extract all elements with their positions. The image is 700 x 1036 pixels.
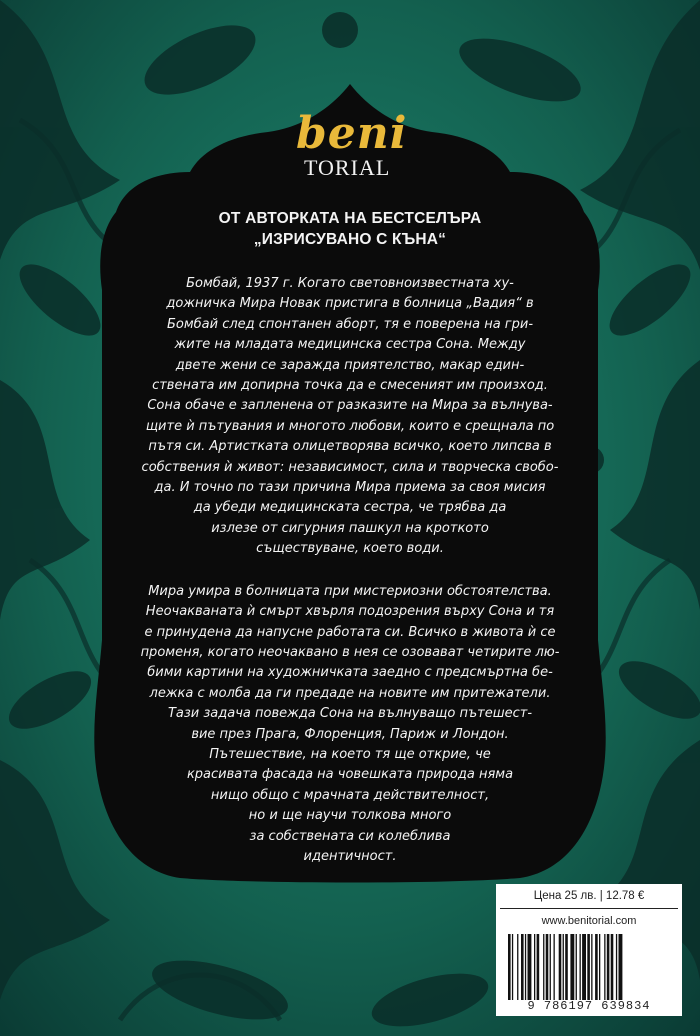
text-line: за собствената си колеблива [249,828,451,844]
barcode-bar [595,934,598,1000]
text-line: собствения ѝ живот: независимост, сила и творческа свобо- [141,459,559,475]
text-line: Бомбай, 1937 г. Когато световноизвестната ху- [186,276,514,291]
barcode-bar [521,934,524,1000]
barcode-bar [580,934,581,1000]
text-line: идентичност. [303,848,397,864]
barcode-bar [512,934,513,1000]
text-line: Неочакваната ѝ смърт хвърля подозрения върху Сона и тя [145,604,555,620]
logo-brand-top: beni [296,108,408,159]
text-line: ствената им допирна точка да е смесеният им произход. [152,378,548,394]
text-line: е принудена да напусне работата си. Всичко в живота ѝ се [144,624,556,640]
barcode-bar [550,934,551,1000]
barcode-bar [534,934,535,1000]
text-line: Пътешествие, на което тя ще открие, че [209,746,491,762]
text-line: лежка с молба да ги предаде на новите им притежатели. [149,685,551,701]
barcode-bar [563,934,564,1000]
barcode-bar [591,934,592,1000]
beni-torial-logo [270,110,430,190]
barcode-bar [616,934,617,1000]
blurb-paragraph-1 [115,274,585,560]
barcode-bar [528,934,532,1000]
barcode-bar [576,934,577,1000]
text-line: жите на младата медицинска сестра Сона. Между [174,337,526,353]
text-line: вие през Прага, Флоренция, Париж и Лондон. [191,726,509,742]
barcode-bar [559,934,562,1000]
text-line: Мира умира в болницата при мистериозни обстоятелства. [148,583,552,599]
barcode-bar [604,934,605,1000]
text-line: дожничка Мира Новак пристига в болница „Вадия“ в [166,296,534,312]
barcode-bar [554,934,555,1000]
text-line: нищо общо с мрачната действителност, [210,787,490,803]
barcode-bar [611,934,614,1000]
barcode-bar [582,934,586,1000]
price-barcode-box [496,884,682,1016]
text-line: Тази задача повежда Сона на вълнуващо пътешест- [167,706,533,722]
barcode-bar [619,934,623,1000]
price-label: Цена 25 лв. | 12.78 € [533,890,645,902]
text-line: Сона обаче е запленена от разказите на Мира за вълнува- [147,398,553,414]
text-line: Бомбай след спонтанен аборт, тя е поверена на гри- [166,316,534,332]
barcode-bar [537,934,540,1000]
barcode-bar [546,934,549,1000]
barcode-bar [565,934,568,1000]
heading-line-2: „ИЗРИСУВАНО С КЪНА“ [253,231,447,248]
barcode-bar [587,934,590,1000]
text-line: пътя си. Артистката олицетворява всичко, което липсва в [148,439,552,455]
barcode-bar [599,934,600,1000]
barcode-bar [508,934,511,1000]
text-line: съществуване, което води. [256,541,444,557]
website-link[interactable]: www.benitorial.com [541,915,637,927]
text-line: красивата фасада на човешката природа няма [186,767,514,783]
heading-line-1: ОТ АВТОРКАТА НА БЕСТСЕЛЪРА [218,210,482,227]
back-cover-text [115,208,585,867]
blurb-paragraph-2 [115,582,585,868]
barcode-bar [517,934,518,1000]
barcode-bar [543,934,544,1000]
barcode-bar [607,934,610,1000]
text-line: променя, когато неочаквано в нея се озовават четирите лю- [140,644,560,660]
text-line: но и ще научи толкова много [248,808,452,824]
text-line: щите ѝ пътувания и многото любови, които е срещнала по [145,418,555,434]
barcode-icon [504,934,674,1002]
text-line: двете жени се заражда приятелство, макар един- [175,357,525,373]
text-line: излезе от сигурния пашкул на кроткото [211,520,489,536]
divider [500,908,678,909]
text-line: да. И точно по тази причина Мира приема за своя мисия [154,480,546,496]
text-line: да убеди медицинската сестра, че трябва да [193,500,507,516]
text-line: бими картини на художничката заедно с предсмъртна бе- [147,665,553,681]
barcode-bar [570,934,574,1000]
barcode-bar [525,934,526,1000]
logo-brand-bottom: TORIAL [304,155,391,180]
isbn-number: 9 786197 639834 [527,999,651,1013]
